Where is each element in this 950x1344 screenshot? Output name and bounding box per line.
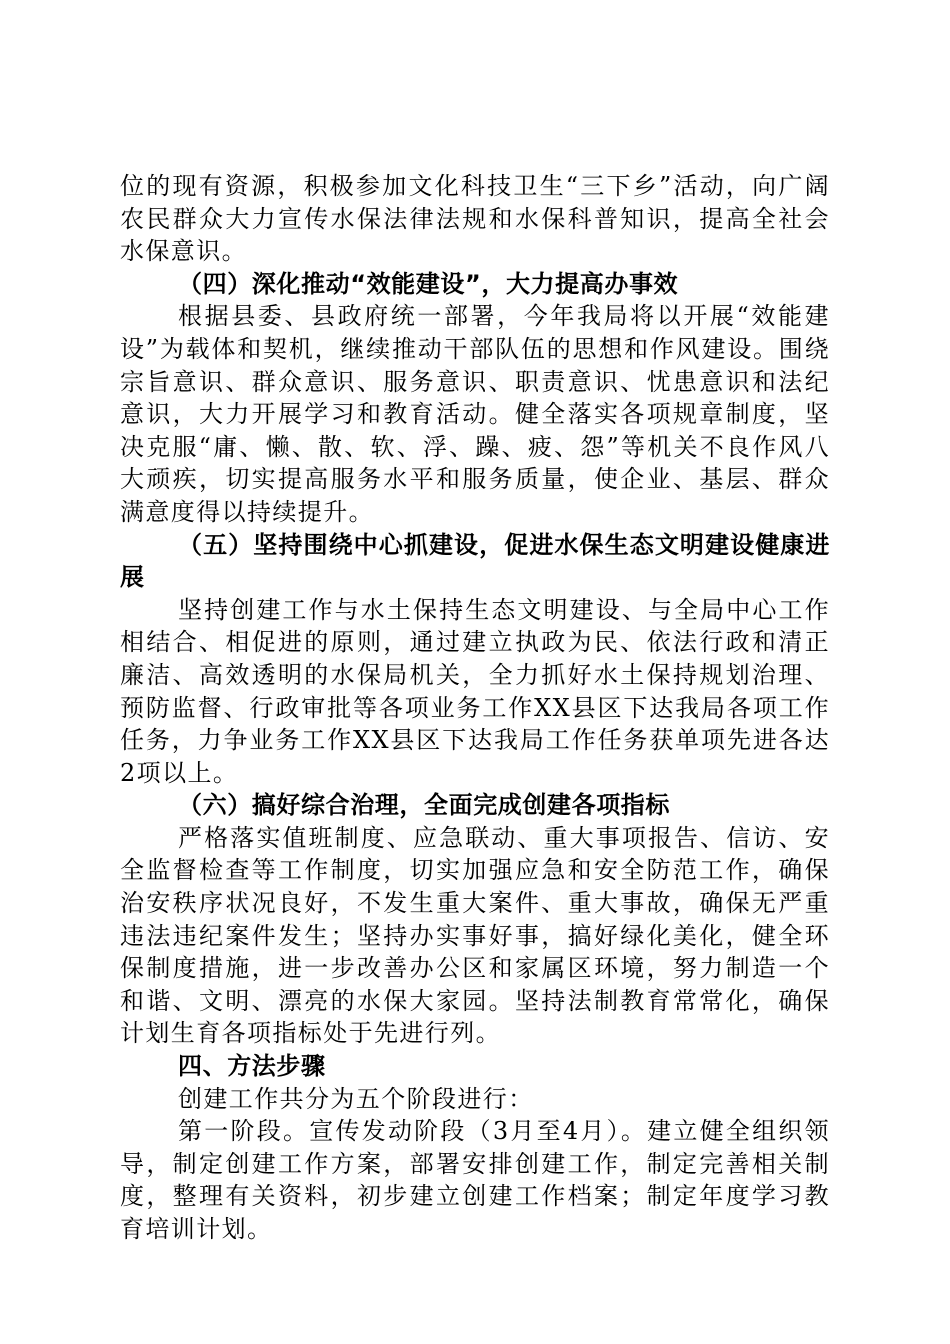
heading-center-work: （五）坚持围绕中心抓建设，促进水保生态文明建设健康进展 xyxy=(120,530,830,592)
heading-comprehensive-governance: （六）搞好综合治理，全面完成创建各项指标 xyxy=(178,791,670,820)
paragraph-resources-continuation: 位的现有资源，积极参加文化科技卫生“三下乡”活动，向广阔农民群众大力宣传水保法律法规和水保科普知识，提高全社会水保意识。 xyxy=(120,172,830,266)
paragraph-efficiency-building: 根据县委、县政府统一部署，今年我局将以开展“效能建设”为载体和契机，继续推动干部队伍的思想和作风建设。围绕宗旨意识、群众意识、服务意识、职责意识、忧患意识和法纪意识，大力开展学习和教育活动。健全落实各项规章制度，坚决克服“庸、懒、散、软、浮、躁、疲、怨”等机关不良作风八大顽疾，切实提高服务水平和服务质量，使企业、基层、群众满意度得以持续提升。 xyxy=(120,302,830,526)
paragraph-comprehensive-governance: 严格落实值班制度、应急联动、重大事项报告、信访、安全监督检查等工作制度，切实加强应急和安全防范工作，确保治安秩序状况良好，不发生重大案件、重大事故，确保无严重违法违纪案件发生；坚持办实事好事，搞好绿化美化，健全环保制度措施，进一步改善办公区和家属区环境，努力制造一个和谐、文明、漂亮的水保大家园。坚持法制教育常常化，确保计划生育各项指标处于先进行列。 xyxy=(120,823,830,1048)
paragraph-stage-one: 第一阶段。宣传发动阶段（3月至4月）。建立健全组织领导，制定创建工作方案，部署安排创建工作，制定完善相关制度，整理有关资料，初步建立创建工作档案；制定年度学习教育培训计划。 xyxy=(120,1117,830,1243)
heading-method-steps: 四、方法步骤 xyxy=(178,1052,326,1081)
heading-efficiency-building: （四）深化推动“效能建设”，大力提高办事效 xyxy=(178,269,679,298)
paragraph-five-stages: 创建工作共分为五个阶段进行： xyxy=(178,1084,534,1113)
document-page xyxy=(120,170,830,1246)
paragraph-center-work: 坚持创建工作与水土保持生态文明建设、与全局中心工作相结合、相促进的原则，通过建立执政为民、依法行政和清正廉洁、高效透明的水保局机关，全力抓好水土保持规划治理、预防监督、行政审批等各项业务工作XX县区下达我局各项工作任务，力争业务工作XX县区下达我局工作任务获单项先进各达2项以上。 xyxy=(120,595,830,787)
